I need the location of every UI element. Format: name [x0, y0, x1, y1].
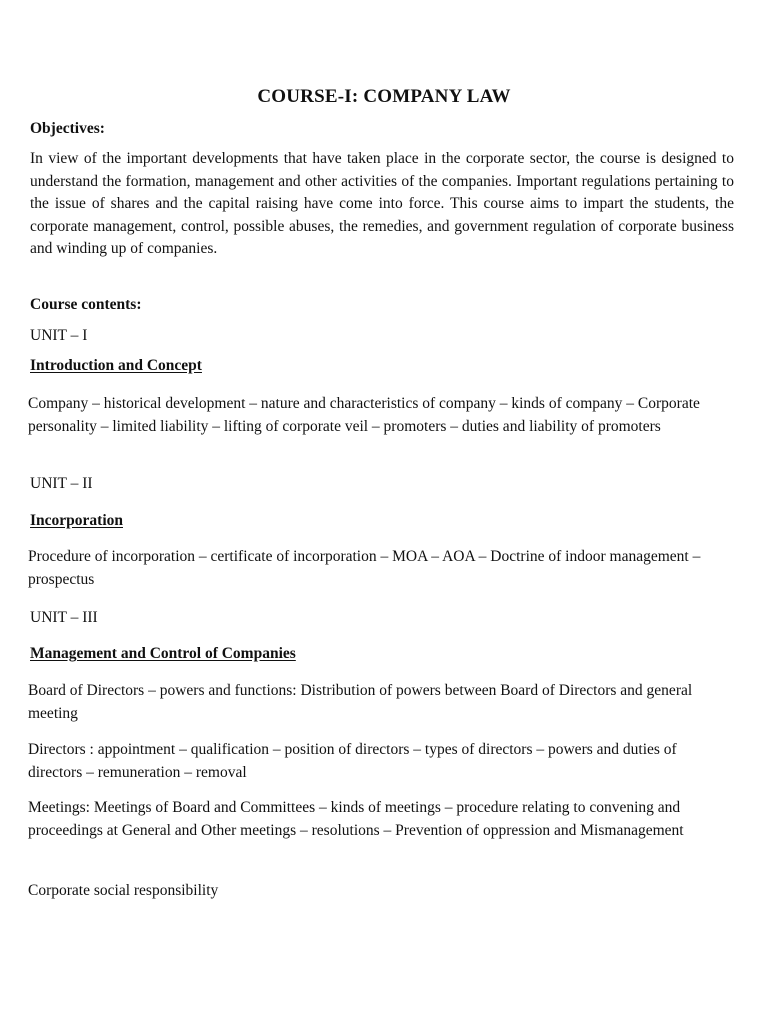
- course-title: COURSE-I: COMPANY LAW: [257, 86, 511, 107]
- unit-3-paragraph-directors: Directors : appointment – qualification – position of directors – types of directors – powers and duties of directors – remuneration – removal: [28, 741, 677, 781]
- unit-3-paragraph-board: Board of Directors – powers and functions: Distribution of powers between Board of Directors and general meeting: [28, 682, 693, 722]
- unit-1-title: Introduction and Concept: [30, 357, 202, 374]
- unit-3-paragraph-meetings: Meetings: Meetings of Board and Committees – kinds of meetings – procedure relating to convening and proceedings at General and Other meetings – resolutions – Prevention of oppression and Mismanagement: [28, 799, 684, 839]
- unit-1-label: UNIT – I: [30, 327, 88, 344]
- course-contents-heading: Course contents:: [30, 296, 142, 313]
- objectives-heading: Objectives:: [30, 120, 105, 137]
- unit-2-label: UNIT – II: [30, 475, 93, 492]
- objectives-text: In view of the important developments that have taken place in the corporate sector, the course is designed to understand the formation, management and other activities of the companies. Important regulations pertaining to the issue of shares and the capital raising have come into force. This course aims to impart the students, the corporate management, control, possible abuses, the remedies, and government regulation of corporate business and winding up of companies.: [30, 150, 734, 258]
- unit-2-paragraph: Procedure of incorporation – certificate of incorporation – MOA – AOA – Doctrine of indoor management – prospectus: [28, 548, 701, 588]
- unit-2-title: Incorporation: [30, 512, 123, 529]
- unit-3-title: Management and Control of Companies: [30, 645, 296, 662]
- unit-3-paragraph-csr: Corporate social responsibility: [28, 882, 219, 899]
- unit-1-paragraph: Company – historical development – nature and characteristics of company – kinds of company – Corporate personality – limited liability – lifting of corporate veil – promoters – duties and liability of promoters: [28, 395, 700, 435]
- unit-3-label: UNIT – III: [30, 609, 98, 626]
